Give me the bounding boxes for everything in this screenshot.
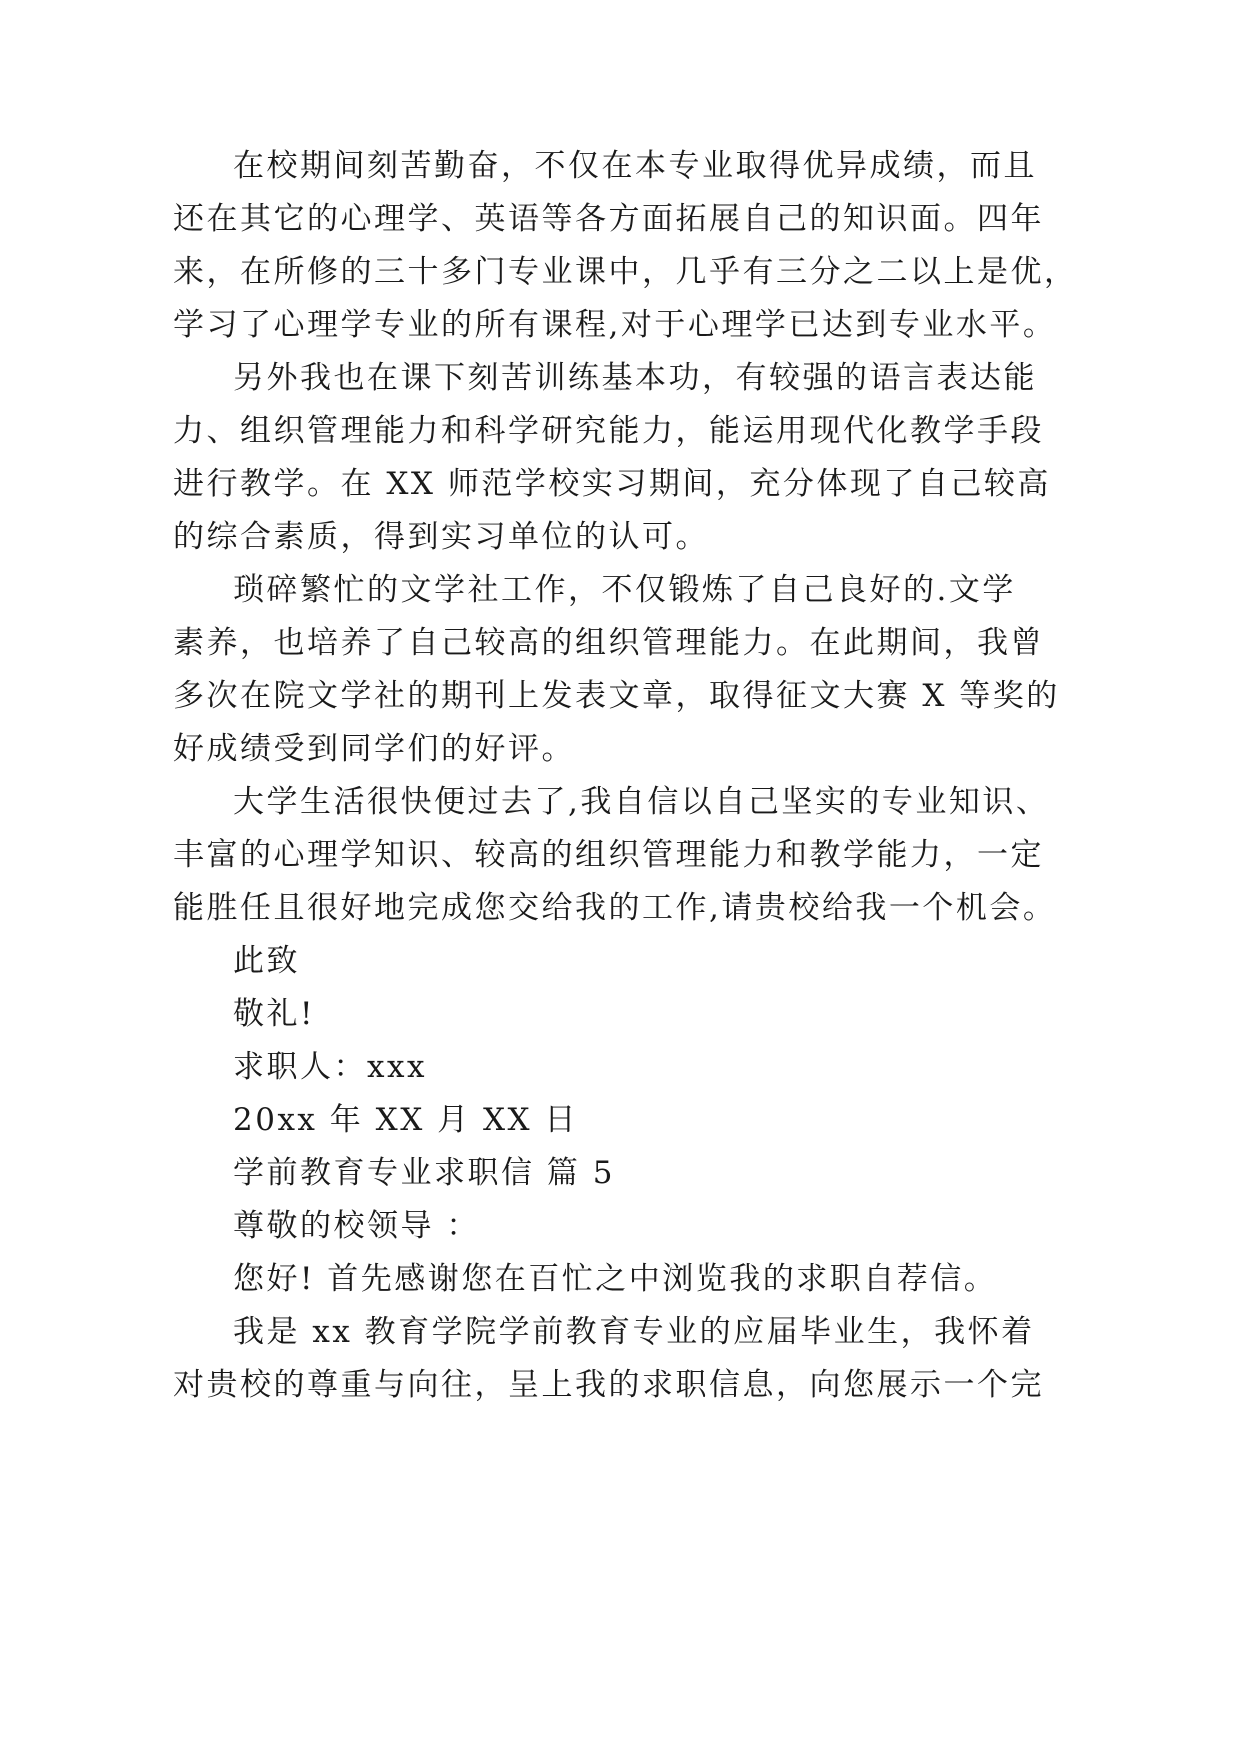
closing-line: 此致: [233, 943, 300, 979]
text-line: 我是 xx 教育学院学前教育专业的应届毕业生，我怀着: [233, 1314, 1035, 1350]
text-line: 力、组织管理能力和科学研究能力，能运用现代化教学手段: [173, 413, 1044, 449]
text-line: 进行教学。在 XX 师范学校实习期间，充分体现了自己较高: [173, 466, 1051, 502]
text-line: 您好! 首先感谢您在百忙之中浏览我的求职自荐信。: [233, 1261, 998, 1297]
closing-salute: 敬礼!: [233, 996, 315, 1032]
text-line: 能胜任且很好地完成您交给我的工作,请贵校给我一个机会。: [173, 890, 1057, 926]
applicant-name: 求职人：xxx: [233, 1049, 427, 1085]
text-line: 另外我也在课下刻苦训练基本功，有较强的语言表达能: [233, 360, 1037, 396]
text-line: 琐碎繁忙的文学社工作，不仅锻炼了自己良好的.文学: [233, 572, 1016, 608]
text-line: 还在其它的心理学、英语等各方面拓展自己的知识面。四年: [173, 201, 1044, 237]
text-line: 的综合素质，得到实习单位的认可。: [173, 519, 709, 555]
text-line: 在校期间刻苦勤奋，不仅在本专业取得优异成绩，而且: [233, 148, 1037, 184]
section-heading: 学前教育专业求职信 篇 5: [233, 1155, 615, 1191]
text-line: 对贵校的尊重与向往，呈上我的求职信息，向您展示一个完: [173, 1367, 1044, 1403]
text-line: 大学生活很快便过去了,我自信以自己坚实的专业知识、: [233, 784, 1050, 820]
text-line: 素养，也培养了自己较高的组织管理能力。在此期间，我曾: [173, 625, 1044, 661]
text-line: 多次在院文学社的期刊上发表文章，取得征文大赛 X 等奖的: [173, 678, 1060, 714]
letter-date: 20xx 年 XX 月 XX 日: [233, 1102, 578, 1138]
salutation: 尊敬的校领导 ：: [233, 1208, 480, 1244]
text-line: 来，在所修的三十多门专业课中，几乎有三分之二以上是优，: [173, 254, 1078, 290]
text-line: 好成绩受到同学们的好评。: [173, 731, 575, 767]
text-line: 丰富的心理学知识、较高的组织管理能力和教学能力，一定: [173, 837, 1044, 873]
text-line: 学习了心理学专业的所有课程,对于心理学已达到专业水平。: [173, 307, 1057, 343]
